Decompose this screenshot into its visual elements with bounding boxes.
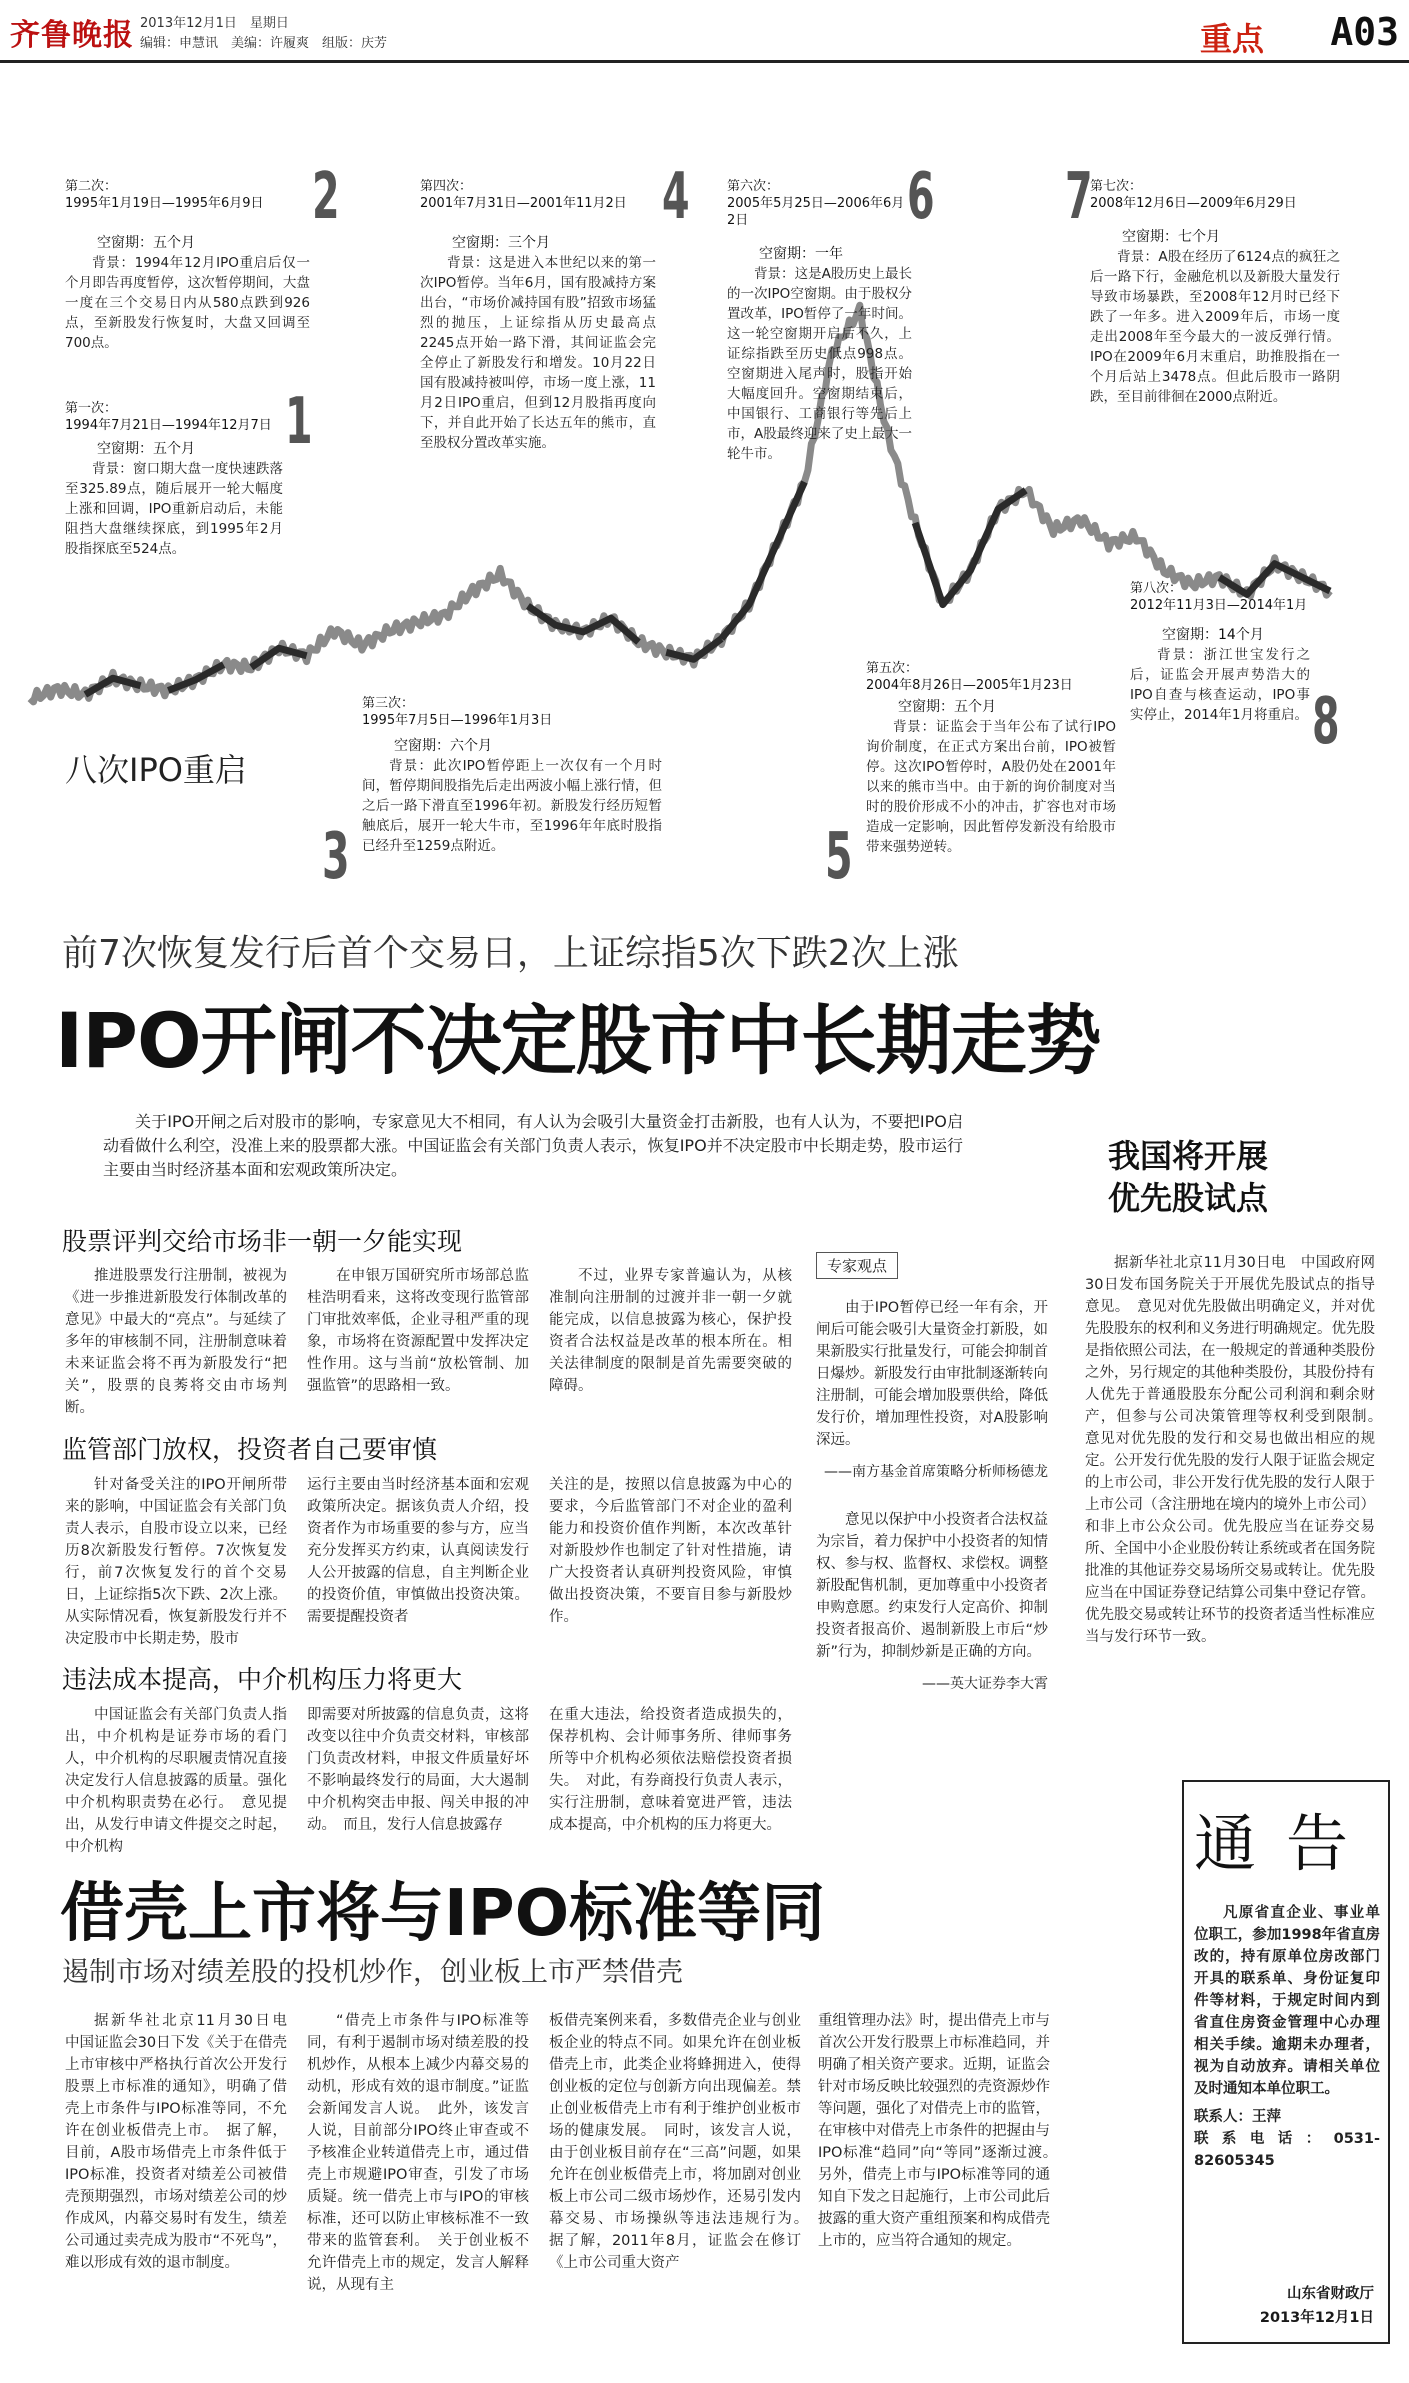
notice-text: 凡原省直企业、事业单位职工，参加1998年省直房改的，持有原单位房改部门开具的联系单、身份证复印件等材料，于规定时间内到省直住房资金管理中心办理相关手续。逾期未办理者，视为自动放弃。请相关单位及时通知本单位职工。 — [1194, 1905, 1380, 2097]
event-range: 2001年7月31日—2001年11月2日 — [420, 196, 627, 211]
event-number-6: 6 — [907, 160, 935, 234]
article-column — [307, 2010, 529, 2296]
event-number-5: 5 — [825, 820, 853, 894]
event-title: 第三次： — [362, 696, 415, 711]
pause-segment-5 — [666, 639, 721, 660]
article-column — [307, 1704, 529, 1836]
event-block-7 — [1090, 178, 1340, 407]
event-body: 背景：1994年12月IPO重启后仅一个月即告再度暂停，这次暂停期间，大盘一度在三个交易日内从580点跌到926点，至新股发行恢复时，大盘又回调至700点。 — [65, 255, 310, 351]
expert-quote — [816, 1509, 1048, 1663]
event-gap: 空窗期：七个月 — [1122, 229, 1220, 245]
event-body: 背景：证监会于当年公布了试行IPO询价制度，在正式方案出台前，IPO被暂停。这次IPO暂停时，A股仍处在2001年以来的熊市当中。由于新的询价制度对当时的股价形成不小的冲击，扩容也对市场造成一定影响，因此暂停发新没有给股市带来强势逆转。 — [866, 719, 1116, 855]
event-body: 背景：A股在经历了6124点的疯狂之后一路下行，金融危机以及新股大量发行导致市场暴跌，至2008年12月时已经下跌了一年多。进入2009年后，市场一度走出2008年至今最大的一波反弹行情。IPO在2009年6月末重启，助推股指在一个月后站上3478点。但此后股市一路阴跌，至目前徘徊在2000点附近。 — [1090, 249, 1340, 405]
paragraph: 重组管理办法》时，提出借壳上市与首次公开发行股票上市标准趋同，并明确了相关资产要求。近期，证监会针对市场反映比较强烈的壳资源炒作等问题，强化了对借壳上市的监管，在审核中对借壳上市条件的把握由与IPO标准“趋同”向“等同”逐渐过渡。 另外，借壳上市与IPO标准等同的通知自下发之日起施行，上市公司此后披露的重大资产重组预案和构成借壳上市的，应当符合通知的规定。 — [818, 2013, 1065, 2249]
event-range: 2008年12月6日—2009年6月29日 — [1090, 196, 1297, 211]
notice-contact: 联系人：王萍 — [1194, 2109, 1281, 2125]
event-number-7: 7 — [1065, 160, 1093, 234]
date-line: 2013年12月1日 星期日 — [140, 16, 289, 31]
event-range: 1995年7月5日—1996年1月3日 — [362, 713, 553, 728]
event-block-3 — [362, 695, 662, 856]
article-column — [65, 1474, 287, 1650]
event-gap: 空窗期：五个月 — [97, 441, 195, 457]
event-gap: 空窗期：五个月 — [97, 235, 195, 251]
article-column — [307, 1474, 529, 1628]
section-heading-1: 股票评判交给市场非一朝一夕能实现 — [62, 1227, 463, 1256]
pause-segment-1 — [85, 678, 140, 694]
event-number-1: 1 — [285, 385, 313, 459]
event-number-2: 2 — [312, 160, 340, 234]
event-body: 背景：浙江世宝发行之后，证监会开展声势浩大的IPO自查与核查运动，IPO事实停止，2014年1月将重启。 — [1130, 647, 1310, 723]
event-range: 1995年1月19日—1995年6月9日 — [65, 196, 264, 211]
page-number: A03 — [1330, 10, 1399, 54]
event-gap: 空窗期：一年 — [759, 246, 843, 262]
event-range: 2004年8月26日—2005年1月23日 — [866, 678, 1073, 693]
event-gap: 空窗期：三个月 — [452, 235, 550, 251]
paragraph: “借壳上市条件与IPO标准等同，有利于遏制市场对绩差股的投机炒作，从根本上减少内幕交易的动机，形成有效的退市制度。”证监会新闻发言人说。 此外，该发言人说，目前部分IPO终止审查或不予核准企业转道借壳上市，通过借壳上市规避IPO审查，引发了市场质疑。统一借壳上市与IPO的审核标准，还可以防止审核标准不一致带来的监管套利。 关于创业板不允许借壳上市的规定，发言人解释说，从现有主 — [307, 2013, 529, 2293]
event-gap: 空窗期：14个月 — [1162, 627, 1264, 643]
public-notice-box — [1182, 1780, 1390, 2344]
notice-title: 通告 — [1193, 1807, 1378, 1880]
article-column — [549, 1704, 792, 1836]
article-column — [549, 1265, 792, 1397]
paragraph: 板借壳案例来看，多数借壳企业与创业板企业的特点不同。如果允许在创业板借壳上市，此类企业将蜂拥进入，使得创业板的定位与创新方向出现偏差。禁止创业板借壳上市有利于维护创业板市场的健康发展。 同时，该发言人说，由于创业板目前存在“三高”问题，如果允许在创业板借壳上市，将加剧对创业板上市公司二级市场炒作，还易引发内幕交易、市场操纵等违法违规行为。 据了解，2011年8月，证监会在修订《上市公司重大资产 — [549, 2013, 816, 2271]
section-heading-3: 违法成本提高，中介机构压力将更大 — [62, 1665, 463, 1694]
event-title: 第六次： — [727, 179, 780, 194]
article-column — [549, 1474, 792, 1628]
side-headline: 我国将开展优先股试点 — [1108, 1137, 1269, 1217]
paragraph: 针对备受关注的IPO开闸所带来的影响，中国证监会有关部门负责人表示，自股市设立以来，已经历8次新股发行暂停。7次恢复发行，前7次恢复发行的首个交易日，上证综指5次下跌、2次上涨。从实际情况看，恢复新股发行并不决定股市中长期走势，股市 — [65, 1477, 287, 1647]
expert-quote — [816, 1297, 1048, 1451]
notice-issuer: 山东省财政厅 — [1287, 2286, 1374, 2302]
event-block-6 — [727, 178, 912, 464]
event-title: 第二次： — [65, 179, 118, 194]
notice-body — [1194, 1902, 1380, 2172]
event-number-4: 4 — [662, 160, 690, 234]
event-range: 2012年11月3日—2014年1月 — [1130, 598, 1308, 613]
event-title: 第四次： — [420, 179, 473, 194]
event-number-8: 8 — [1312, 685, 1340, 759]
timeline-label: 八次IPO重启 — [65, 751, 247, 789]
side-article-body — [1085, 1252, 1390, 1648]
event-block-2 — [65, 178, 310, 353]
article-headline: IPO开闸不决定股市中长期走势 — [55, 996, 1101, 1085]
paragraph: 在重大违法，给投资者造成损失的，保荐机构、会计师事务所、律师事务所等中介机构必须依法赔偿投资者损失。 对此，有券商投行负责人表示，实行注册制，意味着宽进严管，违法成本提高，中介机构的压力将更大。 — [549, 1707, 792, 1833]
event-block-1 — [65, 400, 283, 559]
notice-phone: 联系电话：0531-82605345 — [1194, 2131, 1380, 2169]
event-title: 第五次： — [866, 661, 919, 676]
article-column — [307, 1265, 529, 1397]
event-body: 背景：窗口期大盘一度快速跌落至325.89点，随后展开一轮大幅度上涨和回调，IPO重新启动后，未能阻挡大盘继续探底，到1995年2月股指探底至524点。 — [65, 461, 283, 557]
expert-opinion-box — [816, 1252, 1060, 1693]
article-column — [818, 2010, 1065, 2252]
article-column — [65, 2010, 302, 2274]
event-range: 2005年5月25日—2006年6月2日 — [727, 196, 905, 228]
masthead-rule — [0, 60, 1409, 63]
article2-subhead: 遏制市场对绩差股的投机炒作，创业板上市严禁借壳 — [62, 1957, 683, 1988]
section-heading-2: 监管部门放权，投资者自己要审慎 — [62, 1435, 438, 1464]
article-column — [65, 1704, 287, 1858]
paragraph: 运行主要由当时经济基本面和宏观政策所决定。据该负责人介绍，投资者作为市场重要的参与方，应当充分发挥买方约束，认真阅读发行人公开披露的信息，自主判断企业的投资价值，审慎做出投资决策。需要提醒投资者 — [307, 1477, 529, 1625]
notice-date: 2013年12月1日 — [1259, 2310, 1374, 2326]
newspaper-logo: 齐鲁晚报 — [10, 18, 134, 53]
paragraph: 在申银万国研究所市场部总监桂浩明看来，这将改变现行监管部门审批效率低，企业寻租严重的现象，市场将在资源配置中发挥决定性作用。这与当前“放松管制、加强监管”的思路相一致。 — [307, 1268, 529, 1394]
event-body: 背景：这是进入本世纪以来的第一次IPO暂停。当年6月，国有股减持方案出台，“市场价减持国有股”招致市场猛烈的抛压，上证综指从历史最高点2245点开始一路下滑，其间证监会完全停止了新股发行和增发。10月22日国有股减持被叫停，市场一度上涨，11月2日IPO重启，但到12月股指再度向下，并自此开始了长达五年的熊市，直至股权分置改革实施。 — [420, 255, 656, 451]
section-label: 重点 — [1199, 20, 1264, 58]
paragraph: 据新华社北京11月30日电 中国证监会30日下发《关于在借壳上市审核中严格执行首次公开发行股票上市标准的通知》，明确了借壳上市条件与IPO标准等同，不允许在创业板借壳上市。 据了解，目前，A股市场借壳上市条件低于IPO标准，投资者对绩差公司被借壳预期强烈，市场对绩差公司的炒作成风，内幕交易时有发生，绩差公司通过卖壳成为股市“不死鸟”，难以形成有效的退市制度。 — [65, 2013, 302, 2271]
expert-tab: 专家观点 — [816, 1252, 898, 1279]
staff-line: 编辑：申慧讯 美编：许履爽 组版：庆芳 — [140, 36, 388, 51]
event-gap: 空窗期：五个月 — [898, 699, 996, 715]
article-lead: 关于IPO开闸之后对股市的影响，专家意见大不相同，有人认为会吸引大量资金打击新股，也有人认为，不要把IPO启动看做什么利空，没准上来的股票都大涨。中国证监会有关部门负责人表示，恢复IPO并不决定股市中长期走势，股市运行主要由当时经济基本面和宏观政策所决定。 — [103, 1112, 963, 1179]
article-column — [549, 2010, 816, 2274]
paragraph: 关注的是，按照以信息披露为中心的要求，今后监管部门不对企业的盈利能力和投资价值作判断，本次改革针对新股炒作也制定了针对性措施，请广大投资者认真研判投资风险，审慎做出投资决策，不要盲目参与新股炒作。 — [549, 1477, 792, 1625]
event-block-4 — [420, 178, 656, 453]
event-block-5 — [866, 660, 1116, 857]
event-body: 背景：这是A股历史上最长的一次IPO空窗期。由于股权分置改革，IPO暂停了一年时间。这一轮空窗期开启后不久，上证综指跌至历史低点998点。空窗期进入尾声时，股指开始大幅度回升。空窗期结束后，中国银行、工商银行等先后上市，A股最终迎来了史上最大一轮牛市。 — [727, 266, 912, 462]
paragraph: 即需要对所披露的信息负责，这将改变以往中介负责交材料，审核部门负责改材料，申报文件质量好坏不影响最终发行的局面，大大遏制中介机构突击申报、闯关申报的冲动。 而且，发行人信息披露存 — [307, 1707, 529, 1833]
paragraph: 中国证监会有关部门负责人指出，中介机构是证券市场的看门人，中介机构的尽职履责情况直接决定发行人信息披露的质量。强化中介机构职责势在必行。 意见提出，从发行申请文件提交之时起，中介机构 — [65, 1707, 287, 1855]
quote-text: 意见以保护中小投资者合法权益为宗旨，着力保护中小投资者的知情权、参与权、监督权、求偿权。调整新股配售机制，更加尊重中小投资者申购意愿。约束发行人定高价、抑制投资者报高价、遏制新股上市后“炒新”行为，抑制炒新是正确的方向。 — [816, 1512, 1048, 1660]
article-subhead: 前7次恢复发行后首个交易日，上证综指5次下跌2次上涨 — [62, 933, 959, 974]
event-range: 1994年7月21日—1994年12月7日 — [65, 418, 272, 433]
event-gap: 空窗期：六个月 — [394, 738, 492, 754]
paragraph: 据新华社北京11月30日电 中国政府网30日发布国务院关于开展优先股试点的指导意见。 意见对优先股做出明确定义，并对优先股股东的权利和义务进行明确规定。优先股是指依照公司法，在一般规定的普通种类股份之外，另行规定的其他种类股份，其股份持有人优先于普通股股东分配公司利润和剩余财产，但参与公司决策管理等权利受到限制。 意见对优先股的发行和交易也做出相应的规定。公开发行优先股的发行人限于证监会规定的上市公司，非公开发行优先股的发行人限于上市公司（含注册地在境内的境外上市公司）和非上市公众公司。优先股应当在证券交易所、全国中小企业股份转让系统或者在国务院批准的其他证券交易场所交易或转让。优先股应当在中国证券登记结算公司集中登记存管。优先股交易或转让环节的投资者适当性标准应当与发行环节一致。 — [1085, 1255, 1390, 1645]
paragraph: 不过，业界专家普遍认为，从核准制向注册制的过渡并非一朝一夕就能完成，以信息披露为核心，保护投资者合法权益是改革的根本所在。相关法律制度的限制是首先需要突破的障碍。 — [549, 1268, 792, 1394]
paragraph: 推进股票发行注册制，被视为《进一步推进新股发行体制改革的意见》中最大的“亮点”。与延续了多年的审核制不同，注册制意味着未来证监会将不再为新股发行“把关”，股票的良莠将交由市场判断。 — [65, 1268, 287, 1416]
event-body: 背景：此次IPO暂停距上一次仅有一个月时间，暂停期间股指先后走出两波小幅上涨行情，但之后一路下滑直至1996年初。新股发行经历短暂触底后，展开一轮大牛市，至1996年年底时股指已经升至1259点附近。 — [362, 758, 662, 854]
event-number-3: 3 — [322, 820, 350, 894]
article-column — [65, 1265, 287, 1419]
quote-attribution: ——南方基金首席策略分析师杨德龙 — [824, 1464, 1048, 1480]
event-title: 第七次： — [1090, 179, 1143, 194]
quote-text: 由于IPO暂停已经一年有余，开闸后可能会吸引大量资金打新股，如果新股实行批量发行，可能会抑制首日爆炒。新股发行由审批制逐渐转向注册制，可能会增加股票供给，降低发行价，增加理性投资，对A股影响深远。 — [816, 1300, 1048, 1448]
event-title: 第八次： — [1130, 581, 1183, 596]
article2-headline: 借壳上市将与IPO标准等同 — [60, 1877, 826, 1951]
quote-attribution: ——英大证券李大霄 — [922, 1676, 1048, 1692]
event-title: 第一次： — [65, 401, 118, 416]
event-block-8 — [1130, 580, 1310, 725]
